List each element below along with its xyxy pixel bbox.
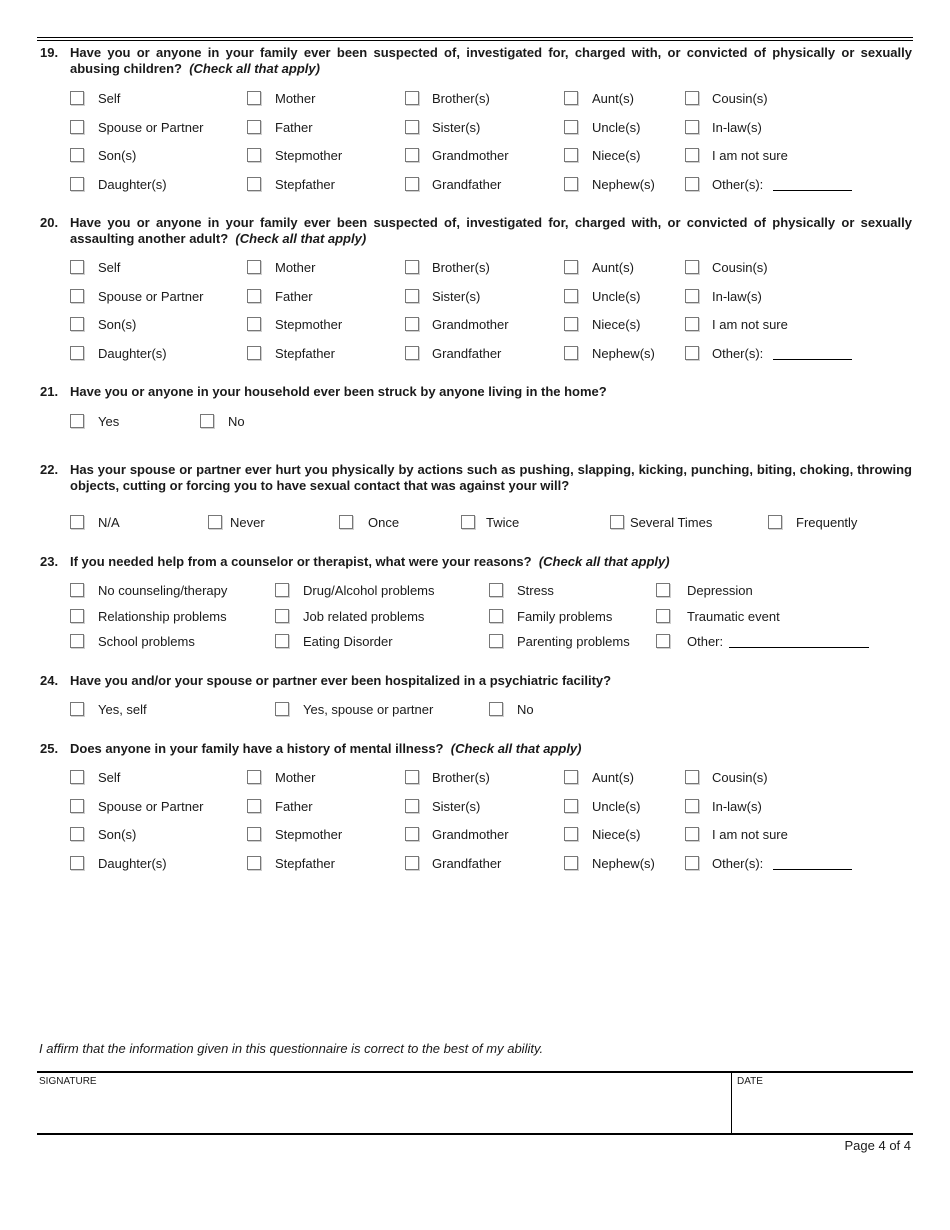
option-label: In-law(s)	[712, 119, 762, 135]
question-number: 23.	[40, 554, 59, 569]
checkbox[interactable]	[70, 91, 84, 105]
option-label: Father	[275, 288, 313, 304]
checkbox[interactable]	[247, 799, 261, 813]
checkbox[interactable]	[685, 799, 699, 813]
checkbox[interactable]	[564, 346, 578, 360]
checkbox[interactable]	[70, 856, 84, 870]
top-rule-1	[37, 37, 913, 38]
checkbox[interactable]	[247, 148, 261, 162]
checkbox[interactable]	[247, 260, 261, 274]
option-label: In-law(s)	[712, 798, 762, 814]
checkbox[interactable]	[461, 515, 475, 529]
question-23	[40, 554, 912, 570]
option-label: Yes	[98, 414, 120, 429]
checkbox[interactable]	[564, 799, 578, 813]
checkbox[interactable]	[685, 856, 699, 870]
question-hint: (Check all that apply)	[450, 741, 582, 756]
option-label: Uncle(s)	[592, 119, 641, 135]
option-label: Spouse or Partner	[98, 119, 204, 135]
option-label: Stepmother	[275, 827, 343, 842]
option-label: Aunt(s)	[592, 770, 634, 785]
other-write-in-line[interactable]	[729, 635, 869, 648]
checkbox[interactable]	[247, 289, 261, 303]
checkbox[interactable]	[685, 120, 699, 134]
checkbox[interactable]	[489, 634, 503, 648]
checkbox[interactable]	[70, 799, 84, 813]
option-label: Stepmother	[275, 317, 343, 333]
question-24	[40, 673, 912, 689]
option-label: Brother(s)	[432, 260, 490, 275]
question-number: 19.	[40, 45, 59, 60]
option-label: Cousin(s)	[712, 260, 768, 275]
option-label: Son(s)	[98, 317, 137, 333]
checkbox[interactable]	[247, 317, 261, 331]
option-label: Grandmother	[432, 148, 509, 163]
checkbox[interactable]	[685, 317, 699, 331]
checkbox[interactable]	[70, 609, 84, 623]
question-text: Has your spouse or partner ever hurt you physically by actions such as pushing, slapping, kicking, punching, biting, choking, throwing objects, cutting or forcing you to have sexual contact that was against your will?	[70, 462, 912, 493]
other-write-in-line[interactable]	[773, 178, 852, 191]
checkbox[interactable]	[656, 583, 670, 597]
checkbox[interactable]	[70, 120, 84, 134]
checkbox[interactable]	[405, 148, 419, 162]
option-label: Self	[98, 260, 121, 275]
option-label: Stepmother	[275, 148, 343, 163]
option-label: Father	[275, 119, 313, 135]
checkbox[interactable]	[564, 317, 578, 331]
checkbox[interactable]	[208, 515, 222, 529]
option-label: Nephew(s)	[592, 855, 655, 871]
option-label: Daughter(s)	[98, 346, 167, 362]
affirmation-text: I affirm that the information given in this questionnaire is correct to the best of my ability.	[39, 1041, 544, 1056]
checkbox[interactable]	[70, 827, 84, 841]
option-label: Sister(s)	[432, 798, 481, 814]
option-label: Grandfather	[432, 176, 502, 192]
checkbox[interactable]	[247, 91, 261, 105]
checkbox[interactable]	[275, 609, 289, 623]
checkbox[interactable]	[610, 515, 624, 529]
option-label: Uncle(s)	[592, 288, 641, 304]
question-text: Have you or anyone in your family ever been suspected of, investigated for, charged with, or convicted of physically or sexually abusing children?	[70, 45, 912, 76]
option-label: Stress	[517, 583, 554, 598]
option-label: Aunt(s)	[592, 91, 634, 106]
option-label: Several Times	[630, 515, 713, 530]
option-label: No counseling/therapy	[98, 583, 228, 598]
option-label: Yes, spouse or partner	[303, 702, 434, 717]
checkbox[interactable]	[247, 177, 261, 191]
option-label: Grandfather	[432, 855, 502, 871]
option-label: Sister(s)	[432, 288, 481, 304]
checkbox[interactable]	[275, 583, 289, 597]
question-20	[40, 215, 912, 247]
checkbox[interactable]	[564, 856, 578, 870]
option-label: I am not sure	[712, 148, 788, 163]
checkbox[interactable]	[685, 289, 699, 303]
option-label: No	[517, 702, 534, 717]
checkbox[interactable]	[70, 414, 84, 428]
option-label: Yes, self	[98, 702, 147, 717]
option-label: Grandmother	[432, 827, 509, 842]
checkbox[interactable]	[564, 148, 578, 162]
option-label: Grandfather	[432, 346, 502, 362]
checkbox[interactable]	[70, 260, 84, 274]
option-label: Grandmother	[432, 317, 509, 333]
question-21	[40, 384, 912, 400]
question-number: 21.	[40, 384, 59, 399]
option-label: Cousin(s)	[712, 770, 768, 785]
question-text: Have you or anyone in your family ever been suspected of, investigated for, charged with, or convicted of physically or sexually assaulting another adult?	[70, 215, 912, 246]
bottom-rule	[37, 1134, 913, 1135]
checkbox[interactable]	[685, 770, 699, 784]
checkbox[interactable]	[656, 634, 670, 648]
checkbox[interactable]	[275, 702, 289, 716]
signature-label: SIGNATURE	[39, 1076, 97, 1087]
option-label: N/A	[98, 515, 120, 530]
option-label: School problems	[98, 634, 195, 649]
option-label: In-law(s)	[712, 288, 762, 304]
option-label: Self	[98, 91, 121, 106]
signature-box	[37, 1071, 913, 1134]
checkbox[interactable]	[685, 346, 699, 360]
option-label: Stepfather	[275, 855, 335, 871]
option-label: Daughter(s)	[98, 176, 167, 192]
option-label: Other(s):	[712, 346, 764, 362]
option-label: Son(s)	[98, 827, 137, 842]
checkbox[interactable]	[405, 289, 419, 303]
checkbox[interactable]	[70, 317, 84, 331]
checkbox[interactable]	[247, 120, 261, 134]
checkbox[interactable]	[70, 289, 84, 303]
checkbox[interactable]	[405, 346, 419, 360]
question-hint: (Check all that apply)	[235, 231, 367, 246]
checkbox[interactable]	[656, 609, 670, 623]
option-label: Eating Disorder	[303, 634, 393, 649]
checkbox[interactable]	[247, 856, 261, 870]
checkbox[interactable]	[247, 346, 261, 360]
checkbox[interactable]	[405, 856, 419, 870]
option-label: Nephew(s)	[592, 346, 655, 362]
question-25	[40, 741, 912, 757]
checkbox[interactable]	[564, 289, 578, 303]
option-label: I am not sure	[712, 317, 788, 333]
option-label: Frequently	[796, 515, 858, 530]
checkbox[interactable]	[564, 120, 578, 134]
option-label: Nephew(s)	[592, 176, 655, 192]
option-label: I am not sure	[712, 827, 788, 842]
question-number: 22.	[40, 462, 59, 477]
checkbox[interactable]	[275, 634, 289, 648]
checkbox[interactable]	[564, 260, 578, 274]
checkbox[interactable]	[70, 583, 84, 597]
option-label: Depression	[687, 583, 753, 598]
option-label: Mother	[275, 770, 316, 785]
signature-divider	[731, 1073, 732, 1133]
option-label: Stepfather	[275, 346, 335, 362]
option-label: Uncle(s)	[592, 798, 641, 814]
option-label: Mother	[275, 260, 316, 275]
checkbox[interactable]	[405, 317, 419, 331]
question-hint: (Check all that apply)	[189, 61, 320, 76]
option-label: Other(s):	[712, 176, 764, 192]
option-label: Traumatic event	[687, 608, 780, 624]
date-label: DATE	[737, 1076, 763, 1087]
option-label: Self	[98, 770, 121, 785]
option-label: Drug/Alcohol problems	[303, 583, 435, 598]
checkbox[interactable]	[70, 515, 84, 529]
signature-field[interactable]	[37, 1089, 731, 1133]
checkbox[interactable]	[685, 260, 699, 274]
option-label: Stepfather	[275, 176, 335, 192]
checkbox[interactable]	[405, 177, 419, 191]
option-label: Niece(s)	[592, 827, 641, 842]
checkbox[interactable]	[70, 346, 84, 360]
checkbox[interactable]	[685, 148, 699, 162]
question-hint: (Check all that apply)	[538, 554, 670, 569]
checkbox[interactable]	[405, 770, 419, 784]
option-label: Job related problems	[303, 608, 425, 624]
question-text: Have you and/or your spouse or partner ever been hospitalized in a psychiatric facility?	[70, 673, 612, 688]
option-label: Cousin(s)	[712, 91, 768, 106]
option-label: Relationship problems	[98, 608, 227, 624]
question-text: Does anyone in your family have a history of mental illness?	[70, 741, 444, 756]
checkbox[interactable]	[70, 177, 84, 191]
option-label: Father	[275, 798, 313, 814]
top-rule-2	[37, 40, 913, 41]
option-label: Parenting problems	[517, 634, 630, 649]
checkbox[interactable]	[405, 91, 419, 105]
option-label: Never	[230, 515, 265, 530]
checkbox[interactable]	[70, 770, 84, 784]
checkbox[interactable]	[200, 414, 214, 428]
option-label: Niece(s)	[592, 148, 641, 163]
checkbox[interactable]	[247, 827, 261, 841]
checkbox[interactable]	[247, 770, 261, 784]
option-label: Daughter(s)	[98, 855, 167, 871]
other-write-in-line[interactable]	[773, 347, 852, 360]
checkbox[interactable]	[685, 827, 699, 841]
question-text: Have you or anyone in your household ever been struck by anyone living in the home?	[70, 384, 607, 399]
checkbox[interactable]	[489, 609, 503, 623]
checkbox[interactable]	[489, 583, 503, 597]
checkbox[interactable]	[405, 260, 419, 274]
option-label: Twice	[486, 515, 520, 530]
checkbox[interactable]	[685, 177, 699, 191]
option-label: Once	[368, 515, 400, 530]
option-label: Sister(s)	[432, 119, 481, 135]
checkbox[interactable]	[70, 634, 84, 648]
question-number: 25.	[40, 741, 59, 756]
option-label: Spouse or Partner	[98, 798, 204, 814]
option-label: Other(s):	[712, 855, 764, 871]
option-label: No	[228, 414, 245, 429]
option-label: Aunt(s)	[592, 260, 634, 275]
checkbox[interactable]	[564, 770, 578, 784]
other-write-in-line[interactable]	[773, 857, 852, 870]
page-number: Page 4 of 4	[844, 1138, 911, 1153]
option-label: Spouse or Partner	[98, 288, 204, 304]
option-label: Brother(s)	[432, 91, 490, 106]
checkbox[interactable]	[70, 702, 84, 716]
option-label: Brother(s)	[432, 770, 490, 785]
checkbox[interactable]	[405, 120, 419, 134]
checkbox[interactable]	[489, 702, 503, 716]
checkbox[interactable]	[685, 91, 699, 105]
question-19	[40, 45, 912, 77]
checkbox[interactable]	[564, 827, 578, 841]
checkbox[interactable]	[564, 91, 578, 105]
checkbox[interactable]	[339, 515, 353, 529]
option-label: Niece(s)	[592, 317, 641, 333]
checkbox[interactable]	[405, 799, 419, 813]
checkbox[interactable]	[768, 515, 782, 529]
option-label: Son(s)	[98, 148, 137, 163]
date-field[interactable]	[733, 1089, 913, 1133]
option-label: Mother	[275, 91, 316, 106]
question-text: If you needed help from a counselor or therapist, what were your reasons?	[70, 554, 532, 569]
question-number: 20.	[40, 215, 59, 230]
option-label: Other:	[687, 634, 724, 649]
checkbox[interactable]	[564, 177, 578, 191]
option-label: Family problems	[517, 608, 613, 624]
checkbox[interactable]	[70, 148, 84, 162]
question-number: 24.	[40, 673, 59, 688]
question-22	[40, 462, 912, 494]
checkbox[interactable]	[405, 827, 419, 841]
